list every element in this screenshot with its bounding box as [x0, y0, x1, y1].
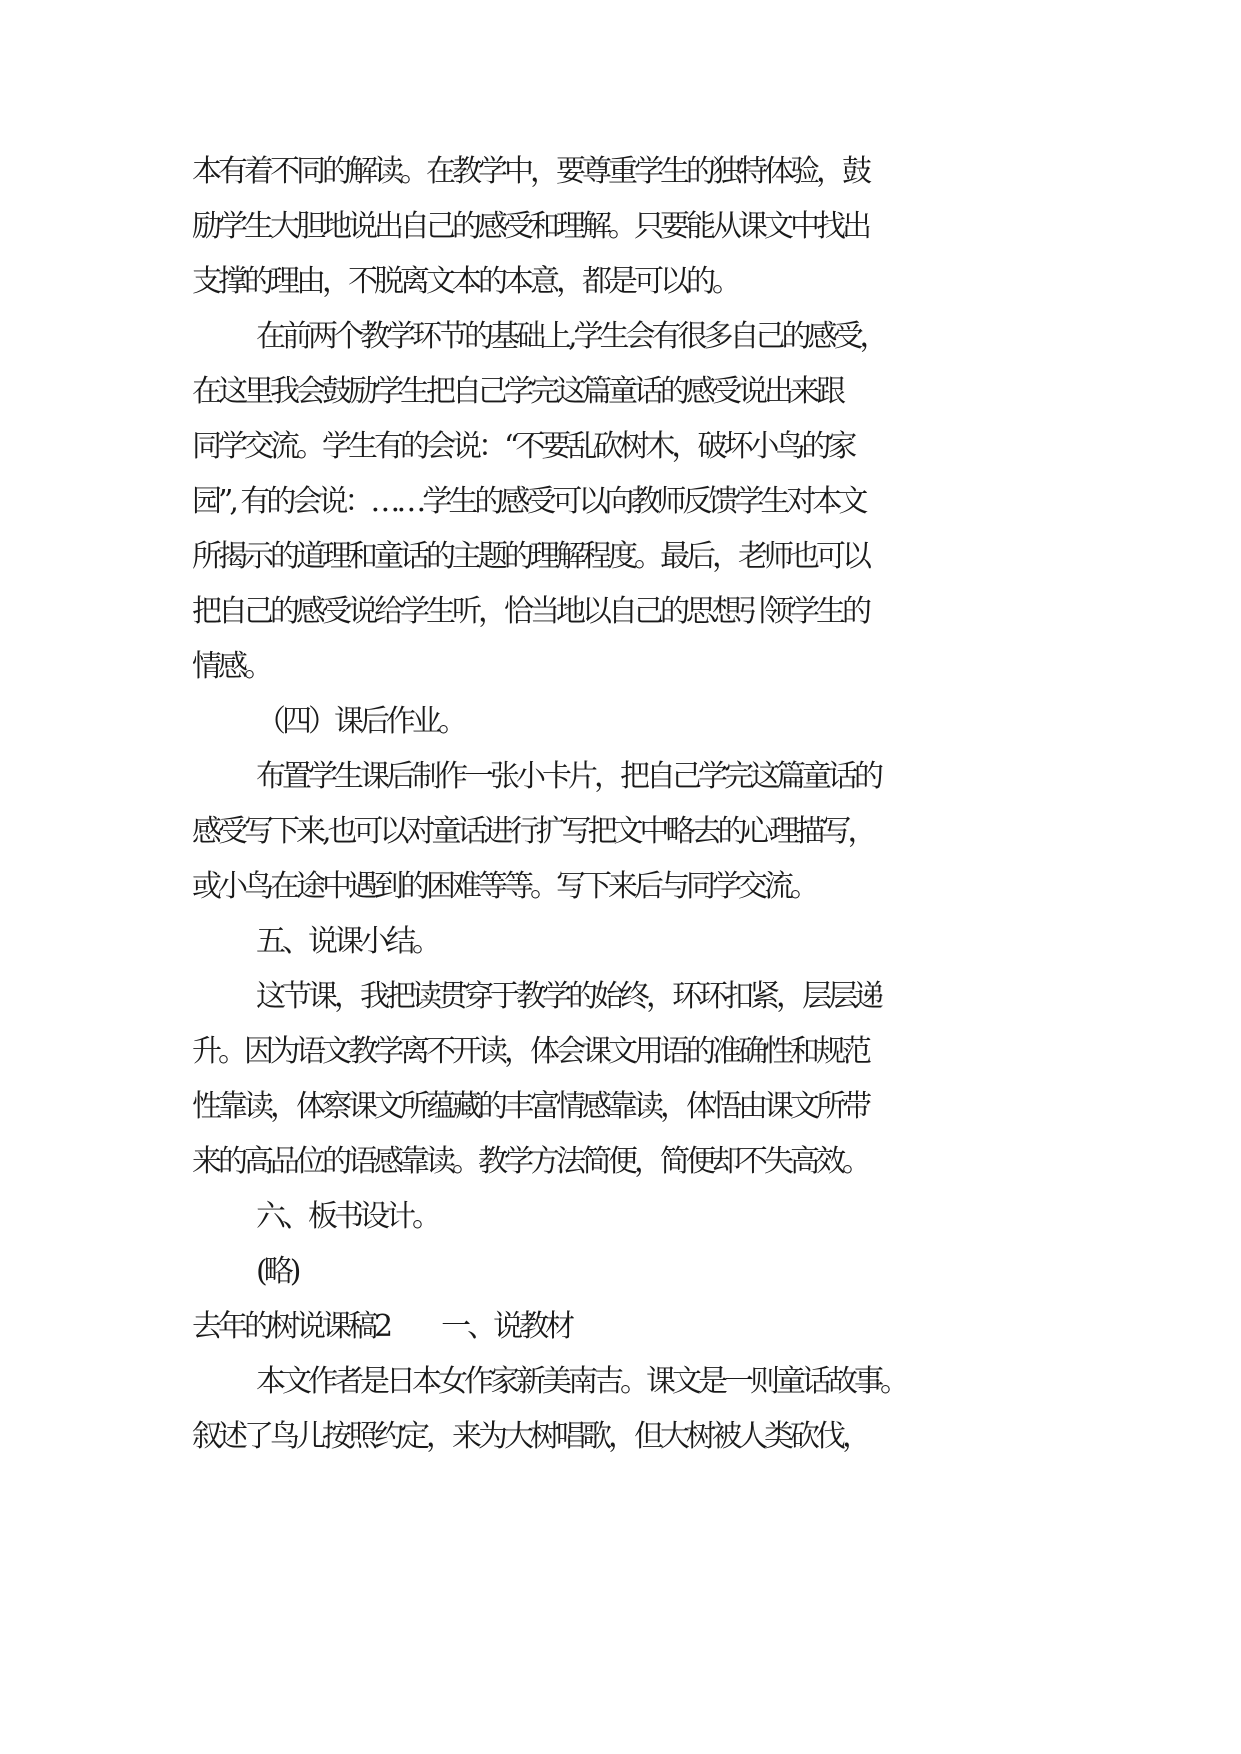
- text-line: 来的高品位的语感靠读。教学方法简便，简便却不失高效。: [192, 1144, 868, 1179]
- text-line: 同学交流。学生有的会说：“不要乱砍树木，破坏小鸟的家: [192, 429, 854, 464]
- text-line: 本有着不同的解读。在教学中，要尊重学生的独特体验，鼓: [192, 154, 868, 189]
- text-line: 情感。: [192, 649, 270, 684]
- text-line: 感受写下来,也可以对童话进行扩写把文中略去的心理描写，: [192, 814, 874, 849]
- section-heading: 六、板书设计。: [256, 1199, 438, 1234]
- text-line: 本文作者是日本女作家新美南吉。课文是一则童话故事。: [256, 1364, 906, 1399]
- section-heading: 五、说课小结。: [256, 924, 438, 959]
- text-line: 在前两个教学环节的基础上,学生会有很多自己的感受，: [256, 319, 886, 354]
- text-line: 所揭示的道理和童话的主题的理解程度。最后，老师也可以: [192, 539, 868, 574]
- text-line: 励学生大胆地说出自己的感受和理解。只要能从课文中找出: [192, 209, 868, 244]
- text-line: 布置学生课后制作一张小卡片，把自己学完这篇童话的: [256, 759, 880, 794]
- text-line: 性靠读，体察课文所蕴藏的丰富情感靠读，体悟由课文所带: [192, 1089, 868, 1124]
- text-line: 把自己的感受说给学生听，恰当地以自己的思想引领学生的: [192, 594, 868, 629]
- text-line: (略): [256, 1254, 298, 1289]
- document-title: 去年的树说课稿2 一、说教材: [192, 1309, 572, 1344]
- text-line: 这节课，我把读贯穿于教学的始终，环环扣紧，层层递: [256, 979, 880, 1014]
- text-line: 支撑的理由，不脱离文本的本意，都是可以的。: [192, 264, 738, 299]
- text-line: 叙述了鸟儿按照约定，来为大树唱歌，但大树被人类砍伐，: [192, 1419, 868, 1454]
- text-line: 升。因为语文教学离不开读，体会课文用语的准确性和规范: [192, 1034, 868, 1069]
- text-line: 或小鸟在途中遇到的困难等等。写下来后与同学交流。: [192, 869, 816, 904]
- section-heading: （四）课后作业。: [256, 704, 464, 739]
- text-line: 在这里我会鼓励学生把自己学完这篇童话的感受说出来跟: [192, 374, 842, 409]
- text-line: 园”, 有的会说：……学生的感受可以向教师反馈学生对本文: [192, 484, 865, 519]
